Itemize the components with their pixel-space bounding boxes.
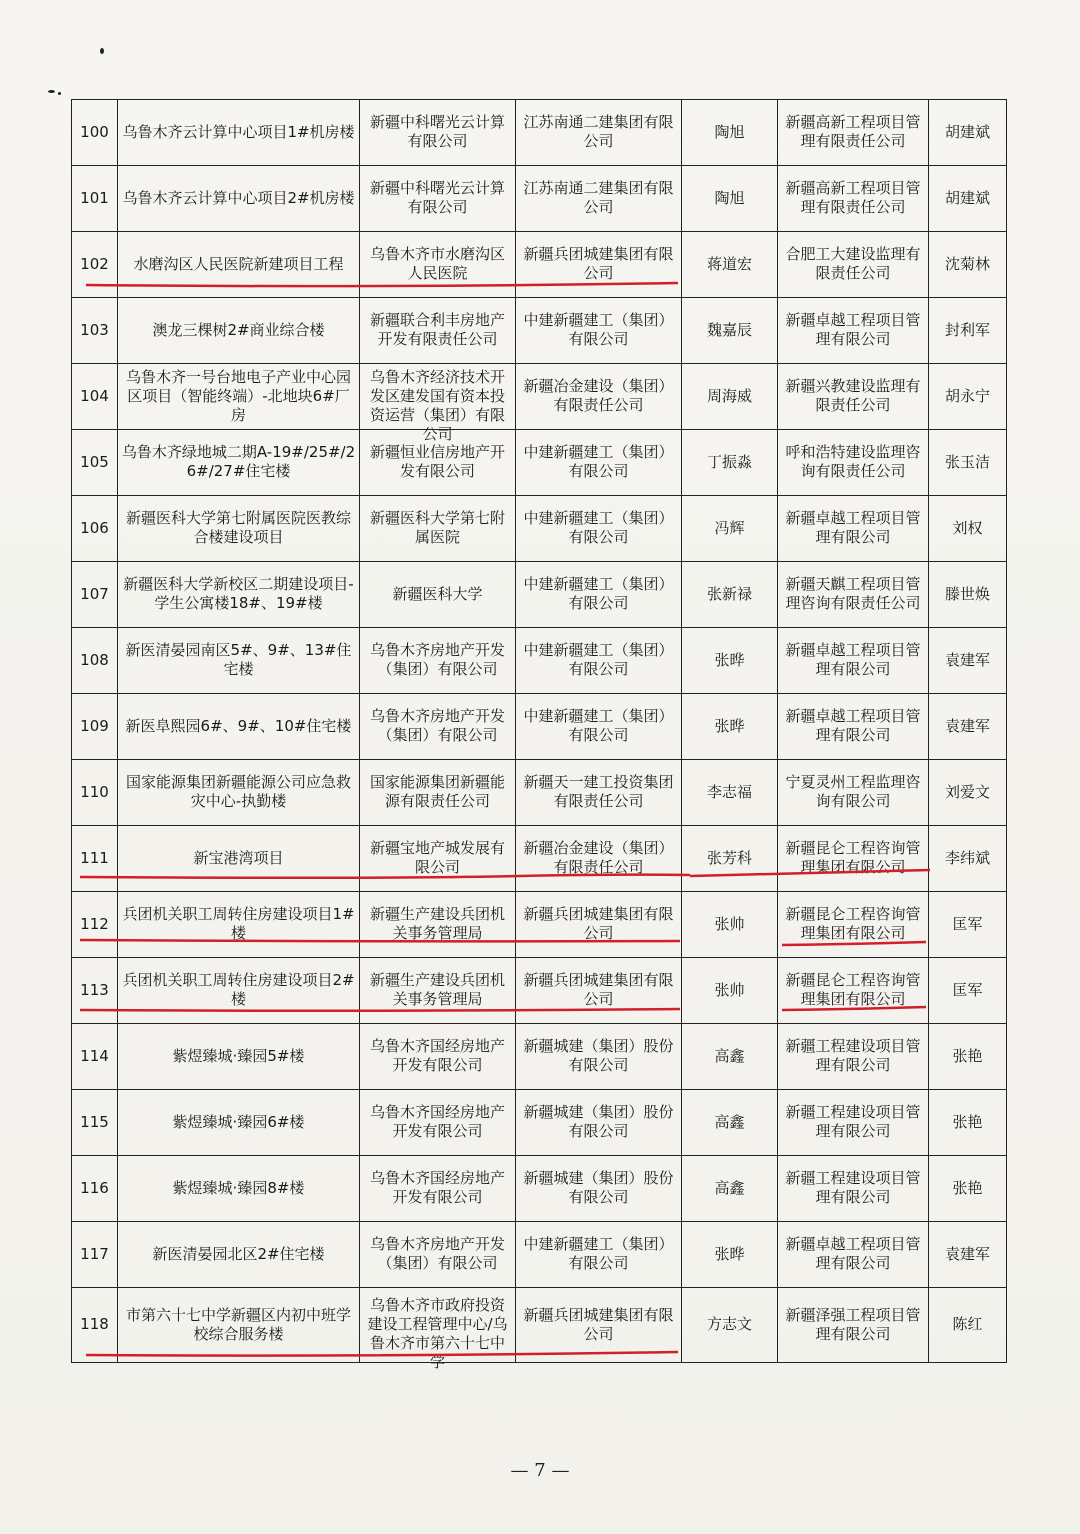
- chief-supervisor: [929, 957, 1007, 1023]
- construction-unit-text: 新疆中科曙光云计算有限公司: [369, 113, 505, 151]
- construction-unit-text: 乌鲁木齐国经房地产开发有限公司: [369, 1103, 505, 1141]
- table-row: [72, 165, 1007, 231]
- project-name-text: 乌鲁木齐绿地城二期A-19#/25#/26#/27#住宅楼: [121, 443, 356, 481]
- project-name-text: 新疆医科大学第七附属医院医教综合楼建设项目: [125, 509, 351, 547]
- construction-unit: [360, 1155, 516, 1221]
- project-manager: [682, 1023, 778, 1089]
- row-number: [72, 100, 118, 166]
- supervision-unit-text: 新疆工程建设项目管理有限公司: [785, 1103, 921, 1141]
- row-number-text: 116: [80, 1178, 109, 1197]
- contractor-unit: [516, 1287, 682, 1362]
- supervision-unit: [778, 759, 929, 825]
- project-name-text: 国家能源集团新疆能源公司应急救灾中心-执勤楼: [125, 773, 351, 811]
- project-name-text: 紫煜臻城·臻园8#楼: [172, 1178, 305, 1197]
- project-name: [118, 957, 360, 1023]
- chief-supervisor-text: 张玉洁: [944, 452, 990, 471]
- contractor-unit-text: 新疆冶金建设（集团）有限责任公司: [523, 377, 674, 415]
- chief-supervisor-text: 封利军: [944, 320, 990, 339]
- project-manager-text: 张帅: [714, 914, 745, 933]
- project-manager-text: 周海威: [706, 386, 752, 405]
- project-table: [71, 99, 1007, 1372]
- row-number: [72, 1221, 118, 1287]
- contractor-unit: [516, 957, 682, 1023]
- row-number: [72, 297, 118, 363]
- contractor-unit: [516, 1023, 682, 1089]
- supervision-unit: [778, 891, 929, 957]
- contractor-unit: [516, 429, 682, 495]
- project-manager-text: 李志福: [706, 782, 752, 801]
- project-manager: [682, 891, 778, 957]
- chief-supervisor-text: 胡永宁: [944, 386, 990, 405]
- construction-unit: [360, 1287, 516, 1372]
- project-name-text: 市第六十七中学新疆区内初中班学校综合服务楼: [125, 1305, 351, 1343]
- project-manager-text: 丁振淼: [706, 452, 752, 471]
- project-name: [118, 561, 360, 627]
- project-manager: [682, 363, 778, 429]
- chief-supervisor: [929, 1089, 1007, 1155]
- row-number-text: 100: [80, 122, 109, 141]
- project-manager-text: 陶旭: [714, 122, 745, 141]
- supervision-unit: [778, 1287, 929, 1362]
- row-number: [72, 429, 118, 495]
- supervision-unit: [778, 495, 929, 561]
- project-manager: [682, 495, 778, 561]
- supervision-unit-text: 呼和浩特建设监理咨询有限责任公司: [785, 443, 921, 481]
- table-row: [72, 561, 1007, 627]
- project-name: [118, 1155, 360, 1221]
- supervision-unit-text: 宁夏灵州工程监理咨询有限公司: [785, 773, 921, 811]
- project-name: [118, 429, 360, 495]
- contractor-unit-text: 新疆城建（集团）股份有限公司: [523, 1103, 674, 1141]
- project-manager: [682, 1155, 778, 1221]
- contractor-unit-text: 新疆兵团城建集团有限公司: [523, 971, 674, 1009]
- construction-unit: [360, 1023, 516, 1089]
- table-row: [72, 231, 1007, 297]
- project-name-text: 新医清晏园南区5#、9#、13#住宅楼: [125, 641, 352, 679]
- row-number-text: 101: [80, 188, 109, 207]
- row-number: [72, 363, 118, 429]
- construction-unit-text: 新疆联合利丰房地产开发有限责任公司: [369, 311, 505, 349]
- project-manager-text: 高鑫: [714, 1178, 745, 1197]
- construction-unit-text: 新疆生产建设兵团机关事务管理局: [369, 971, 505, 1009]
- project-manager: [682, 693, 778, 759]
- row-number-text: 104: [80, 386, 109, 405]
- row-number: [72, 1089, 118, 1155]
- chief-supervisor-text: 张艳: [952, 1046, 983, 1065]
- construction-unit-text: 新疆医科大学: [392, 584, 483, 603]
- contractor-unit: [516, 759, 682, 825]
- project-manager-text: 冯辉: [714, 518, 745, 537]
- row-number-text: 105: [80, 452, 109, 471]
- row-number-text: 113: [80, 980, 109, 999]
- chief-supervisor-text: 滕世焕: [944, 584, 990, 603]
- construction-unit-text: 新疆中科曙光云计算有限公司: [369, 179, 505, 217]
- chief-supervisor: [929, 825, 1007, 891]
- table-row: [72, 627, 1007, 693]
- project-manager: [682, 561, 778, 627]
- chief-supervisor: [929, 297, 1007, 363]
- supervision-unit-text: 新疆卓越工程项目管理有限公司: [785, 641, 921, 679]
- contractor-unit: [516, 363, 682, 429]
- supervision-unit: [778, 561, 929, 627]
- chief-supervisor-text: 袁建军: [944, 716, 990, 735]
- project-name: [118, 231, 360, 297]
- project-manager-text: 张帅: [714, 980, 745, 999]
- contractor-unit-text: 中建新疆建工（集团）有限公司: [523, 707, 674, 745]
- supervision-unit-text: 新疆卓越工程项目管理有限公司: [785, 707, 921, 745]
- supervision-unit-text: 新疆昆仑工程咨询管理集团有限公司: [785, 905, 921, 943]
- project-manager: [682, 759, 778, 825]
- project-name-text: 新医清晏园北区2#住宅楼: [152, 1244, 325, 1263]
- row-number: [72, 627, 118, 693]
- table-row: [72, 1089, 1007, 1155]
- supervision-unit-text: 新疆高新工程项目管理有限责任公司: [785, 113, 921, 151]
- construction-unit-text: 国家能源集团新疆能源有限责任公司: [369, 773, 505, 811]
- project-name: [118, 825, 360, 891]
- supervision-unit-text: 新疆泽强工程项目管理有限公司: [785, 1305, 921, 1343]
- table-row: [72, 1023, 1007, 1089]
- project-name-text: 澳龙三棵树2#商业综合楼: [152, 320, 325, 339]
- project-manager: [682, 825, 778, 891]
- project-name: [118, 627, 360, 693]
- row-number-text: 117: [80, 1244, 109, 1263]
- construction-unit: [360, 297, 516, 363]
- supervision-unit-text: 新疆兴教建设监理有限责任公司: [785, 377, 921, 415]
- project-manager: [682, 627, 778, 693]
- table-row: [72, 1287, 1007, 1362]
- supervision-unit-text: 合肥工大建设监理有限责任公司: [785, 245, 921, 283]
- chief-supervisor: [929, 1221, 1007, 1287]
- table-row: [72, 825, 1007, 891]
- chief-supervisor-text: 刘爱文: [944, 782, 990, 801]
- contractor-unit-text: 新疆冶金建设（集团）有限责任公司: [523, 839, 674, 877]
- chief-supervisor: [929, 495, 1007, 561]
- project-name-text: 新疆医科大学新校区二期建设项目-学生公寓楼18#、19#楼: [123, 575, 354, 613]
- contractor-unit: [516, 693, 682, 759]
- project-manager-text: 高鑫: [714, 1112, 745, 1131]
- contractor-unit: [516, 627, 682, 693]
- contractor-unit-text: 中建新疆建工（集团）有限公司: [523, 1235, 674, 1273]
- row-number-text: 108: [80, 650, 109, 669]
- supervision-unit-text: 新疆工程建设项目管理有限公司: [785, 1037, 921, 1075]
- chief-supervisor: [929, 891, 1007, 957]
- project-manager: [682, 957, 778, 1023]
- row-number: [72, 759, 118, 825]
- table-row: [72, 759, 1007, 825]
- project-name: [118, 759, 360, 825]
- table-row: [72, 957, 1007, 1023]
- chief-supervisor: [929, 231, 1007, 297]
- chief-supervisor-text: 陈红: [952, 1315, 983, 1334]
- construction-unit-text: 新疆恒业信房地产开发有限公司: [369, 443, 505, 481]
- row-number: [72, 891, 118, 957]
- construction-unit: [360, 100, 516, 166]
- chief-supervisor-text: 刘权: [952, 518, 983, 537]
- row-number: [72, 693, 118, 759]
- chief-supervisor-text: 袁建军: [944, 650, 990, 669]
- construction-unit: [360, 165, 516, 231]
- project-manager-text: 陶旭: [714, 188, 745, 207]
- construction-unit-text: 乌鲁木齐房地产开发（集团）有限公司: [369, 707, 505, 745]
- construction-unit: [360, 495, 516, 561]
- chief-supervisor-text: 匡军: [952, 914, 983, 933]
- project-name: [118, 1023, 360, 1089]
- project-name: [118, 165, 360, 231]
- project-name-text: 兵团机关职工周转住房建设项目2#楼: [122, 971, 355, 1009]
- supervision-unit: [778, 627, 929, 693]
- project-name-text: 紫煜臻城·臻园6#楼: [172, 1112, 305, 1131]
- project-name-text: 新宝港湾项目: [193, 848, 284, 867]
- project-name-text: 新医阜熙园6#、9#、10#住宅楼: [125, 716, 352, 735]
- page-number: — 7 —: [510, 1460, 570, 1481]
- contractor-unit-text: 中建新疆建工（集团）有限公司: [523, 509, 674, 547]
- table-row: [72, 100, 1007, 166]
- project-manager: [682, 1287, 778, 1362]
- table-row: [72, 429, 1007, 495]
- construction-unit: [360, 759, 516, 825]
- scan-speck: [100, 48, 104, 54]
- chief-supervisor: [929, 100, 1007, 166]
- row-number-text: 111: [80, 848, 109, 867]
- row-number-text: 115: [80, 1112, 109, 1131]
- supervision-unit: [778, 1221, 929, 1287]
- project-name: [118, 693, 360, 759]
- project-manager-text: 方志文: [706, 1315, 752, 1334]
- scan-speck: [58, 92, 61, 95]
- chief-supervisor-text: 胡建斌: [944, 188, 990, 207]
- supervision-unit-text: 新疆昆仑工程咨询管理集团有限公司: [785, 839, 921, 877]
- construction-unit: [360, 231, 516, 297]
- supervision-unit: [778, 297, 929, 363]
- construction-unit-text: 乌鲁木齐房地产开发（集团）有限公司: [369, 1235, 505, 1273]
- contractor-unit: [516, 561, 682, 627]
- chief-supervisor-text: 沈菊林: [944, 254, 990, 273]
- construction-unit: [360, 561, 516, 627]
- project-manager: [682, 100, 778, 166]
- chief-supervisor: [929, 165, 1007, 231]
- project-name: [118, 1089, 360, 1155]
- supervision-unit: [778, 165, 929, 231]
- contractor-unit-text: 新疆兵团城建集团有限公司: [523, 1305, 674, 1343]
- chief-supervisor: [929, 759, 1007, 825]
- chief-supervisor: [929, 429, 1007, 495]
- row-number: [72, 1155, 118, 1221]
- project-name-text: 紫煜臻城·臻园5#楼: [172, 1046, 305, 1065]
- project-name: [118, 1221, 360, 1287]
- construction-unit-text: 乌鲁木齐经济技术开发区建发国有资本投资运营（集团）有限公司: [369, 367, 505, 443]
- row-number-text: 109: [80, 716, 109, 735]
- project-name-text: 乌鲁木齐云计算中心项目1#机房楼: [122, 122, 355, 141]
- row-number: [72, 1287, 118, 1362]
- chief-supervisor: [929, 363, 1007, 429]
- chief-supervisor-text: 匡军: [952, 980, 983, 999]
- contractor-unit: [516, 1155, 682, 1221]
- construction-unit-text: 乌鲁木齐国经房地产开发有限公司: [369, 1037, 505, 1075]
- project-manager: [682, 1089, 778, 1155]
- project-manager-text: 魏嘉辰: [706, 320, 752, 339]
- table-row: [72, 891, 1007, 957]
- construction-unit: [360, 1221, 516, 1287]
- chief-supervisor-text: 张艳: [952, 1112, 983, 1131]
- supervision-unit: [778, 100, 929, 166]
- contractor-unit: [516, 100, 682, 166]
- row-number: [72, 561, 118, 627]
- contractor-unit-text: 新疆天一建工投资集团有限责任公司: [523, 773, 674, 811]
- supervision-unit: [778, 957, 929, 1023]
- project-manager-text: 张晔: [714, 650, 745, 669]
- row-number: [72, 495, 118, 561]
- supervision-unit: [778, 1089, 929, 1155]
- construction-unit: [360, 825, 516, 891]
- project-manager: [682, 297, 778, 363]
- project-name-text: 水磨沟区人民医院新建项目工程: [133, 254, 344, 273]
- row-number-text: 106: [80, 518, 109, 537]
- supervision-unit: [778, 231, 929, 297]
- contractor-unit-text: 中建新疆建工（集团）有限公司: [523, 641, 674, 679]
- contractor-unit: [516, 1221, 682, 1287]
- construction-unit: [360, 1089, 516, 1155]
- scan-speck: [48, 90, 55, 93]
- supervision-unit: [778, 1023, 929, 1089]
- row-number-text: 114: [80, 1046, 109, 1065]
- row-number-text: 110: [80, 782, 109, 801]
- project-name: [118, 495, 360, 561]
- table-row: [72, 495, 1007, 561]
- row-number-text: 112: [80, 914, 109, 933]
- project-name: [118, 363, 360, 429]
- supervision-unit-text: 新疆高新工程项目管理有限责任公司: [785, 179, 921, 217]
- row-number-text: 118: [80, 1315, 109, 1334]
- table-row: [72, 1155, 1007, 1221]
- construction-unit: [360, 957, 516, 1023]
- table-row: [72, 693, 1007, 759]
- supervision-unit-text: 新疆卓越工程项目管理有限公司: [785, 1235, 921, 1273]
- construction-unit-text: 乌鲁木齐房地产开发（集团）有限公司: [369, 641, 505, 679]
- contractor-unit: [516, 297, 682, 363]
- contractor-unit-text: 中建新疆建工（集团）有限公司: [523, 443, 674, 481]
- supervision-unit-text: 新疆卓越工程项目管理有限公司: [785, 311, 921, 349]
- chief-supervisor: [929, 1023, 1007, 1089]
- chief-supervisor-text: 胡建斌: [944, 122, 990, 141]
- supervision-unit-text: 新疆昆仑工程咨询管理集团有限公司: [785, 971, 921, 1009]
- contractor-unit-text: 江苏南通二建集团有限公司: [523, 113, 674, 151]
- project-manager-text: 张晔: [714, 716, 745, 735]
- row-number-text: 103: [80, 320, 109, 339]
- row-number-text: 107: [80, 584, 109, 603]
- project-manager-text: 蒋道宏: [706, 254, 752, 273]
- construction-unit: [360, 363, 516, 443]
- row-number: [72, 231, 118, 297]
- contractor-unit-text: 新疆兵团城建集团有限公司: [523, 905, 674, 943]
- row-number-text: 102: [80, 254, 109, 273]
- table-row: [72, 297, 1007, 363]
- project-name: [118, 891, 360, 957]
- row-number: [72, 825, 118, 891]
- contractor-unit-text: 江苏南通二建集团有限公司: [523, 179, 674, 217]
- construction-unit-text: 新疆宝地产城发展有限公司: [369, 839, 505, 877]
- project-name-text: 乌鲁木齐云计算中心项目2#机房楼: [122, 188, 355, 207]
- row-number: [72, 165, 118, 231]
- contractor-unit: [516, 1089, 682, 1155]
- chief-supervisor-text: 张艳: [952, 1178, 983, 1197]
- construction-unit: [360, 891, 516, 957]
- project-manager: [682, 429, 778, 495]
- project-manager: [682, 165, 778, 231]
- chief-supervisor: [929, 693, 1007, 759]
- project-name-text: 兵团机关职工周转住房建设项目1#楼: [122, 905, 355, 943]
- supervision-unit-text: 新疆卓越工程项目管理有限公司: [785, 509, 921, 547]
- supervision-unit: [778, 1155, 929, 1221]
- contractor-unit: [516, 825, 682, 891]
- supervision-unit: [778, 363, 929, 429]
- contractor-unit-text: 新疆城建（集团）股份有限公司: [523, 1037, 674, 1075]
- construction-unit: [360, 627, 516, 693]
- construction-unit-text: 乌鲁木齐国经房地产开发有限公司: [369, 1169, 505, 1207]
- project-manager-text: 张芳科: [706, 848, 752, 867]
- project-name: [118, 100, 360, 166]
- project-manager-text: 张晔: [714, 1244, 745, 1263]
- table-row: [72, 1221, 1007, 1287]
- supervision-unit-text: 新疆工程建设项目管理有限公司: [785, 1169, 921, 1207]
- contractor-unit: [516, 891, 682, 957]
- table-row: [72, 363, 1007, 429]
- contractor-unit-text: 中建新疆建工（集团）有限公司: [523, 311, 674, 349]
- supervision-unit: [778, 693, 929, 759]
- contractor-unit-text: 中建新疆建工（集团）有限公司: [523, 575, 674, 613]
- contractor-unit: [516, 231, 682, 297]
- project-manager-text: 高鑫: [714, 1046, 745, 1065]
- chief-supervisor: [929, 1155, 1007, 1221]
- chief-supervisor: [929, 561, 1007, 627]
- construction-unit-text: 乌鲁木齐市水磨沟区人民医院: [369, 245, 505, 283]
- construction-unit-text: 新疆医科大学第七附属医院: [369, 509, 505, 547]
- supervision-unit-text: 新疆天麒工程项目管理咨询有限责任公司: [785, 575, 921, 613]
- chief-supervisor-text: 袁建军: [944, 1244, 990, 1263]
- contractor-unit-text: 新疆城建（集团）股份有限公司: [523, 1169, 674, 1207]
- project-name: [118, 1287, 360, 1362]
- chief-supervisor: [929, 1287, 1007, 1362]
- contractor-unit: [516, 165, 682, 231]
- row-number: [72, 957, 118, 1023]
- construction-unit-text: 乌鲁木齐市政府投资建设工程管理中心/乌鲁木齐市第六十七中学: [367, 1296, 508, 1372]
- supervision-unit: [778, 429, 929, 495]
- construction-unit: [360, 693, 516, 759]
- project-name-text: 乌鲁木齐一号台地电子产业中心园区项目（智能终端）-北地块6#厂房: [125, 367, 351, 424]
- project-manager: [682, 1221, 778, 1287]
- row-number: [72, 1023, 118, 1089]
- chief-supervisor-text: 李纬斌: [944, 848, 990, 867]
- project-manager-text: 张新禄: [706, 584, 752, 603]
- contractor-unit: [516, 495, 682, 561]
- construction-unit-text: 新疆生产建设兵团机关事务管理局: [369, 905, 505, 943]
- project-manager: [682, 231, 778, 297]
- project-name: [118, 297, 360, 363]
- chief-supervisor: [929, 627, 1007, 693]
- supervision-unit: [778, 825, 929, 891]
- contractor-unit-text: 新疆兵团城建集团有限公司: [523, 245, 674, 283]
